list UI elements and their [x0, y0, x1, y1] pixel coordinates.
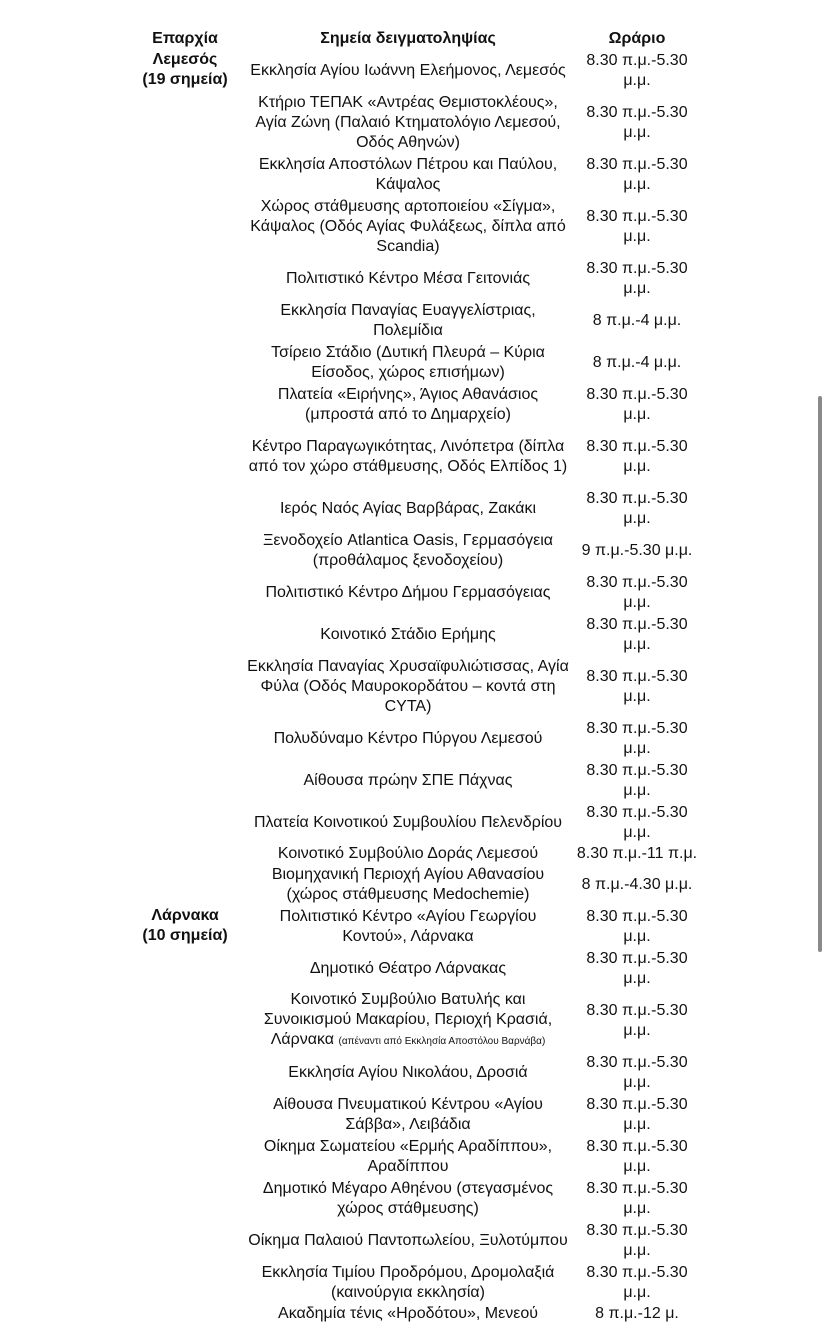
region-cell [126, 92, 244, 154]
table-row [126, 718, 702, 760]
region-cell [126, 154, 244, 196]
location-text: Χώρος στάθμευσης αρτοποιείου «Σίγμα», Κάψαλος (Οδός Αγίας Φυλάξεως, δίπλα από Scandia) [250, 198, 566, 255]
location-cell [244, 384, 572, 426]
region-cell [126, 760, 244, 802]
location-text: Εκκλησία Αγίου Ιωάννη Ελεήμονος, Λεμεσός [250, 62, 566, 79]
hours-cell: 8.30 π.μ.-5.30 μ.μ. [586, 438, 688, 475]
hours-cell: 9 π.μ.-5.30 μ.μ. [581, 542, 693, 559]
location-text: Δημοτικό Μέγαρο Αθηένου (στεγασμένος χώρος στάθμευσης) [262, 1180, 554, 1217]
location-cell [244, 342, 572, 384]
location-text: Δημοτικό Θέατρο Λάρνακας [309, 960, 507, 977]
region-cell [126, 656, 244, 718]
table-row [126, 1094, 702, 1136]
table-row [126, 1178, 702, 1220]
region-cell [126, 864, 244, 906]
table-row [126, 342, 702, 384]
region-cell [126, 488, 244, 530]
header-region: Επαρχία [152, 30, 218, 47]
sampling-points-table [126, 28, 702, 1324]
hours-cell: 8.30 π.μ.-5.30 μ.μ. [586, 1264, 688, 1301]
region-cell [126, 50, 244, 92]
location-cell [244, 990, 572, 1052]
table-row [126, 802, 702, 844]
location-text: Πολιτιστικό Κέντρο «Αγίου Γεωργίου Κοντού», Λάρνακα [279, 908, 537, 945]
table-row [126, 1304, 702, 1324]
region-count: (10 σημεία) [142, 927, 228, 944]
header-location: Σημεία δειγματοληψίας [320, 30, 496, 47]
location-cell [244, 258, 572, 300]
region-cell [126, 258, 244, 300]
hours-cell: 8.30 π.μ.-5.30 μ.μ. [586, 490, 688, 527]
location-text: Πολυδύναμο Κέντρο Πύργου Λεμεσού [273, 730, 543, 747]
location-cell [244, 718, 572, 760]
location-cell [244, 802, 572, 844]
region-cell [126, 1262, 244, 1304]
table-row [126, 426, 702, 488]
location-text: Εκκλησία Αγίου Νικολάου, Δροσιά [288, 1064, 528, 1081]
location-cell [244, 906, 572, 948]
table-row [126, 1262, 702, 1304]
location-text: Κοινοτικό Στάδιο Ερήμης [320, 626, 496, 643]
region-cell [126, 300, 244, 342]
location-text: Εκκλησία Παναγίας Χρυσαϊφυλιώτισσας, Αγία Φύλα (Οδός Μαυροκορδάτου – κοντά στη CYTA) [247, 658, 569, 715]
hours-cell: 8.30 π.μ.-5.30 μ.μ. [586, 668, 688, 705]
location-cell [244, 760, 572, 802]
location-cell [244, 1304, 572, 1324]
region-name: Λεμεσός [152, 51, 218, 68]
location-cell [244, 1220, 572, 1262]
hours-cell: 8 π.μ.-4 μ.μ. [592, 354, 682, 371]
location-cell [244, 92, 572, 154]
hours-cell: 8.30 π.μ.-5.30 μ.μ. [586, 804, 688, 841]
location-text: Πλατεία Κοινοτικού Συμβουλίου Πελενδρίου [253, 814, 563, 831]
region-cell [126, 990, 244, 1052]
header-hours: Ωράριο [608, 30, 666, 47]
table-row [126, 990, 702, 1052]
location-cell [244, 948, 572, 990]
location-cell [244, 864, 572, 906]
hours-cell: 8.30 π.μ.-5.30 μ.μ. [586, 762, 688, 799]
location-cell [244, 614, 572, 656]
location-text: Βιομηχανική Περιοχή Αγίου Αθανασίου (χώρος στάθμευσης Medochemie) [271, 866, 545, 903]
table-row [126, 1136, 702, 1178]
region-name: Λάρνακα [151, 907, 219, 924]
location-cell [244, 154, 572, 196]
location-text: Οίκημα Παλαιού Παντοπωλείου, Ξυλοτύμπου [248, 1232, 568, 1249]
table-row [126, 572, 702, 614]
location-text: Εκκλησία Παναγίας Ευαγγελίστριας, Πολεμίδια [280, 302, 536, 339]
hours-cell: 8.30 π.μ.-5.30 μ.μ. [586, 104, 688, 141]
table-row [126, 258, 702, 300]
location-cell [244, 844, 572, 864]
hours-cell: 8.30 π.μ.-5.30 μ.μ. [586, 52, 688, 89]
region-cell [126, 1178, 244, 1220]
hours-cell: 8.30 π.μ.-11 π.μ. [576, 845, 698, 862]
table-row [126, 50, 702, 92]
table-row [126, 614, 702, 656]
region-cell [126, 614, 244, 656]
region-cell [126, 1052, 244, 1094]
region-cell [126, 1304, 244, 1324]
region-cell [126, 530, 244, 572]
region-cell [126, 1220, 244, 1262]
region-cell [126, 196, 244, 258]
hours-cell: 8.30 π.μ.-5.30 μ.μ. [586, 574, 688, 611]
region-count: (19 σημεία) [142, 71, 228, 88]
region-cell [126, 906, 244, 948]
location-cell [244, 50, 572, 92]
hours-cell: 8 π.μ.-12 μ. [595, 1305, 679, 1322]
table-row [126, 948, 702, 990]
region-cell [126, 948, 244, 990]
location-cell [244, 1052, 572, 1094]
location-cell [244, 1262, 572, 1304]
table-body [126, 50, 702, 1324]
location-cell [244, 426, 572, 488]
location-text: Οίκημα Σωματείου «Ερμής Αραδίππου», Αραδίππου [263, 1138, 553, 1175]
location-text: Ακαδημία τένις «Ηροδότου», Μενεού [278, 1305, 538, 1322]
location-text: Ιερός Ναός Αγίας Βαρβάρας, Ζακάκι [279, 500, 537, 517]
location-text: Εκκλησία Αποστόλων Πέτρου και Παύλου, Κάψαλος [258, 156, 558, 193]
hours-cell: 8.30 π.μ.-5.30 μ.μ. [586, 1002, 688, 1039]
hours-cell: 8.30 π.μ.-5.30 μ.μ. [586, 908, 688, 945]
hours-cell: 8.30 π.μ.-5.30 μ.μ. [586, 208, 688, 245]
region-cell [126, 342, 244, 384]
location-text: Πολιτιστικό Κέντρο Δήμου Γερμασόγειας [265, 584, 551, 601]
hours-cell: 8 π.μ.-4.30 μ.μ. [581, 876, 693, 893]
location-note: (απέναντι από Εκκλησία Αποστόλου Βαρνάβα) [338, 1036, 546, 1047]
region-cell [126, 1136, 244, 1178]
table-header-row [126, 28, 702, 50]
region-cell [126, 718, 244, 760]
hours-cell: 8.30 π.μ.-5.30 μ.μ. [586, 386, 688, 423]
hours-cell: 8.30 π.μ.-5.30 μ.μ. [586, 260, 688, 297]
table-row [126, 1052, 702, 1094]
location-text: Κοινοτικό Συμβούλιο Βατυλής και Συνοικισμού Μακαρίου, Περιοχή Κρασιά, Λάρνακα [263, 991, 553, 1048]
location-cell [244, 656, 572, 718]
location-cell [244, 300, 572, 342]
location-text: Εκκλησία Τιμίου Προδρόμου, Δρομολαξιά (καινούργια εκκλησία) [261, 1264, 555, 1301]
region-cell [126, 802, 244, 844]
location-text: Αίθουσα Πνευματικού Κέντρου «Αγίου Σάββα», Λειβάδια [273, 1096, 543, 1133]
location-cell [244, 1094, 572, 1136]
hours-cell: 8.30 π.μ.-5.30 μ.μ. [586, 1096, 688, 1133]
hours-cell: 8.30 π.μ.-5.30 μ.μ. [586, 1222, 688, 1259]
location-cell [244, 488, 572, 530]
table-row [126, 488, 702, 530]
table-row [126, 1220, 702, 1262]
table-row [126, 196, 702, 258]
location-cell [244, 1178, 572, 1220]
table-row [126, 844, 702, 864]
location-cell [244, 572, 572, 614]
table-row [126, 530, 702, 572]
table-row [126, 906, 702, 948]
location-text: Τσίρειο Στάδιο (Δυτική Πλευρά – Κύρια Είσοδος, χώρος επισήμων) [271, 344, 545, 381]
table-row [126, 384, 702, 426]
region-cell [126, 572, 244, 614]
scrollbar[interactable] [818, 396, 822, 952]
table-row [126, 760, 702, 802]
location-text: Πολιτιστικό Κέντρο Μέσα Γειτονιάς [285, 270, 531, 287]
location-text: Ξενοδοχείο Atlantica Oasis, Γερμασόγεια (προθάλαμος ξενοδοχείου) [262, 532, 554, 569]
table-row [126, 864, 702, 906]
hours-cell: 8.30 π.μ.-5.30 μ.μ. [586, 1054, 688, 1091]
hours-cell: 8 π.μ.-4 μ.μ. [592, 312, 682, 329]
region-cell [126, 844, 244, 864]
table-row [126, 656, 702, 718]
table-row [126, 92, 702, 154]
table-row [126, 154, 702, 196]
region-cell [126, 1094, 244, 1136]
hours-cell: 8.30 π.μ.-5.30 μ.μ. [586, 616, 688, 653]
location-text: Κέντρο Παραγωγικότητας, Λινόπετρα (δίπλα από τον χώρο στάθμευσης, Οδός Ελπίδος 1) [248, 438, 568, 475]
table-row [126, 300, 702, 342]
hours-cell: 8.30 π.μ.-5.30 μ.μ. [586, 156, 688, 193]
location-text: Αίθουσα πρώην ΣΠΕ Πάχνας [303, 772, 513, 789]
region-cell [126, 384, 244, 426]
location-cell [244, 530, 572, 572]
hours-cell: 8.30 π.μ.-5.30 μ.μ. [586, 1138, 688, 1175]
hours-cell: 8.30 π.μ.-5.30 μ.μ. [586, 720, 688, 757]
location-cell [244, 196, 572, 258]
location-text: Πλατεία «Ειρήνης», Άγιος Αθανάσιος (μπροστά από το Δημαρχείο) [277, 386, 539, 423]
location-cell [244, 1136, 572, 1178]
hours-cell: 8.30 π.μ.-5.30 μ.μ. [586, 950, 688, 987]
hours-cell: 8.30 π.μ.-5.30 μ.μ. [586, 1180, 688, 1217]
location-text: Κτήριο ΤΕΠΑΚ «Αντρέας Θεμιστοκλέους», Αγία Ζώνη (Παλαιό Κτηματολόγιο Λεμεσού, Οδός Αθηνών) [255, 94, 561, 151]
region-cell [126, 426, 244, 488]
location-text: Κοινοτικό Συμβούλιο Δοράς Λεμεσού [277, 845, 539, 862]
